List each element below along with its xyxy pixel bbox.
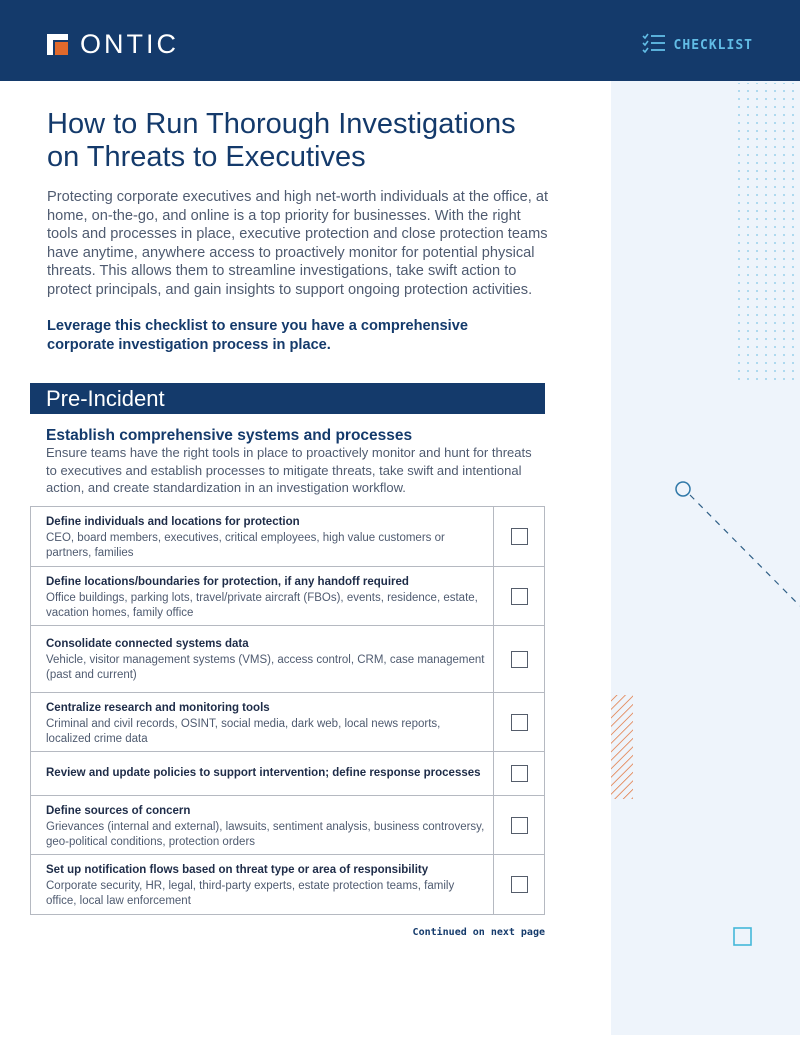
checklist-item-text (31, 796, 494, 854)
checklist-row (31, 796, 544, 855)
brand-logo (47, 31, 179, 58)
ontic-logo-icon (47, 34, 68, 55)
page-title (47, 108, 567, 174)
page-title-line-2: on Threats to Executives (47, 141, 366, 173)
checklist-row (31, 507, 544, 567)
checklist-item-description: Grievances (internal and external), lawsuits, sentiment analysis, business controversy, geo-political conditions, protection orders (46, 820, 485, 848)
checkbox-cell (494, 855, 544, 914)
checkbox[interactable] (511, 817, 528, 834)
checklist-row (31, 693, 544, 752)
lead-paragraph: Leverage this checklist to ensure you have a comprehensive corporate investigation process in place. (47, 318, 468, 353)
checklist-tag (642, 33, 753, 58)
checklist-item-title: Consolidate connected systems data (46, 638, 249, 650)
decorative-pattern (611, 81, 800, 1035)
checklist-row (31, 626, 544, 693)
checklist-item-text (31, 507, 494, 566)
checklist-row (31, 752, 544, 796)
checkbox[interactable] (511, 714, 528, 731)
checkbox-cell (494, 507, 544, 566)
checklist-item-description: Office buildings, parking lots, travel/private aircraft (FBOs), events, residence, estate, vacation homes, family office (46, 591, 478, 619)
checklist-row (31, 855, 544, 914)
brand-name: ONTIC (80, 29, 179, 59)
checklist-item-text (31, 567, 494, 625)
checklist-item-title: Review and update policies to support intervention; define response processes (46, 766, 481, 779)
checklist-item-description: Corporate security, HR, legal, third-party experts, estate protection teams, family office, local law enforcement (46, 879, 455, 907)
checklist-item-title: Define locations/boundaries for protection, if any handoff required (46, 576, 409, 588)
checklist-item-title: Define sources of concern (46, 805, 191, 817)
checkbox-cell (494, 752, 544, 795)
checklist-item-description: Vehicle, visitor management systems (VMS), access control, CRM, case management (past and current) (46, 653, 485, 681)
checkbox[interactable] (511, 765, 528, 782)
checkbox[interactable] (511, 588, 528, 605)
section-description: Ensure teams have the right tools in place to proactively monitor and hunt for threats to executives and establish processes to mitigate threats, take swift and intentional action, and create standardization in an investigation workflow. (46, 445, 532, 495)
checklist-item-text (31, 693, 494, 751)
checkbox-cell (494, 626, 544, 692)
checkbox[interactable] (511, 876, 528, 893)
section-header (30, 383, 545, 414)
checklist-item-title: Define individuals and locations for protection (46, 516, 300, 528)
section-subtitle: Establish comprehensive systems and processes (46, 427, 413, 444)
checkbox[interactable] (511, 651, 528, 668)
checklist-item-title: Set up notification flows based on threat type or area of responsibility (46, 864, 429, 876)
checklist-item-description: Criminal and civil records, OSINT, social media, dark web, local news reports, localized crime data (46, 717, 441, 745)
checklist-label: CHECKLIST (673, 38, 753, 53)
decorative-sidebar (611, 81, 800, 1035)
checkbox-cell (494, 693, 544, 751)
checklist-item-title: Centralize research and monitoring tools (46, 702, 270, 714)
checkbox[interactable] (511, 528, 528, 545)
checklist-icon (642, 33, 666, 58)
continued-note: Continued on next page (412, 927, 545, 938)
checklist-row (31, 567, 544, 626)
checklist-item-text (31, 855, 494, 914)
checklist-item-text (31, 626, 494, 692)
checkbox-cell (494, 567, 544, 625)
section-title: Pre-Incident (46, 386, 165, 411)
page-header (0, 0, 800, 81)
checkbox-cell (494, 796, 544, 854)
checklist-item-text (31, 752, 494, 795)
page-title-line-1: How to Run Thorough Investigations (47, 108, 516, 140)
checklist-item-description: CEO, board members, executives, critical employees, high value customers or partners, families (46, 531, 445, 559)
intro-paragraph: Protecting corporate executives and high net-worth individuals at the office, at home, on-the-go, and online is a top priority for businesses. With the right tools and processes in place, executive protection and close protection teams have anytime, anywhere access to proactively monitor for potential physical threats. This allows them to streamline investigations, take swift action to protect principals, and gain insights to support ongoing protection activities. (47, 189, 549, 298)
checklist-table (30, 506, 545, 915)
